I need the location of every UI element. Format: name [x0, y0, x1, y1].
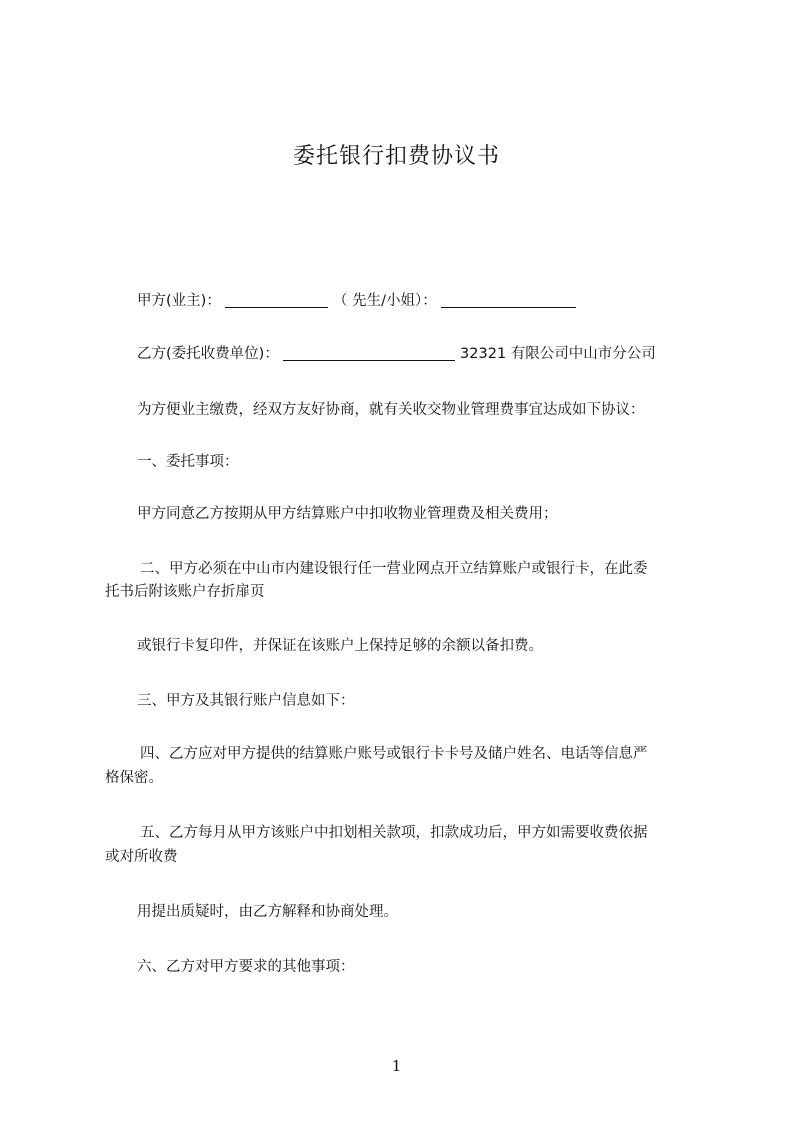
- party-b-name-blank: [283, 342, 455, 361]
- section-2-line-2: 托书后附该账户存折扉页: [105, 584, 265, 600]
- section-5-line-2: 或对所收费: [105, 849, 178, 865]
- section-5-line-3: 用提出质疑时，由乙方解释和协商处理。: [137, 904, 398, 920]
- section-3-heading: 三、甲方及其银行账户信息如下：: [137, 693, 355, 709]
- party-a-name-blank: [225, 289, 328, 308]
- section-1-body: 甲方同意乙方按期从甲方结算账户中扣收物业管理费及相关费用；: [137, 506, 558, 522]
- section-5-line-1: 五、乙方每月从甲方该账户中扣划相关款项，扣款成功后，甲方如需要收费依据: [140, 825, 648, 841]
- section-6-heading: 六、乙方对甲方要求的其他事项：: [137, 959, 355, 975]
- page-number: 1: [391, 1057, 402, 1075]
- party-a-label: 甲方(业主)：: [137, 293, 221, 309]
- party-a-contact-blank: [441, 289, 576, 308]
- party-a-line: [105, 286, 737, 316]
- party-b-line: [105, 339, 737, 369]
- party-b-company: 32321 有限公司中山市分公司: [460, 346, 656, 362]
- party-a-salutation: （ 先生/小姐）：: [333, 293, 437, 309]
- party-b-label: 乙方(委托收费单位)：: [137, 346, 279, 362]
- document-title: 委托银行扣费协议书: [292, 144, 500, 169]
- section-2-line-1: 二、甲方必须在中山市内建设银行任一营业网点开立结算账户或银行卡，在此委: [140, 561, 648, 577]
- section-1-heading: 一、委托事项：: [137, 454, 239, 470]
- section-4-line-2: 格保密。: [105, 770, 163, 786]
- intro-paragraph: 为方便业主缴费，经双方友好协商，就有关收交物业管理费事宜达成如下协议：: [137, 402, 645, 418]
- section-4-line-1: 四、乙方应对甲方提供的结算账户账号或银行卡卡号及储户姓名、电话等信息严: [140, 746, 648, 762]
- section-2-line-3: 或银行卡复印件，并保证在该账户上保持足够的余额以备扣费。: [137, 638, 543, 654]
